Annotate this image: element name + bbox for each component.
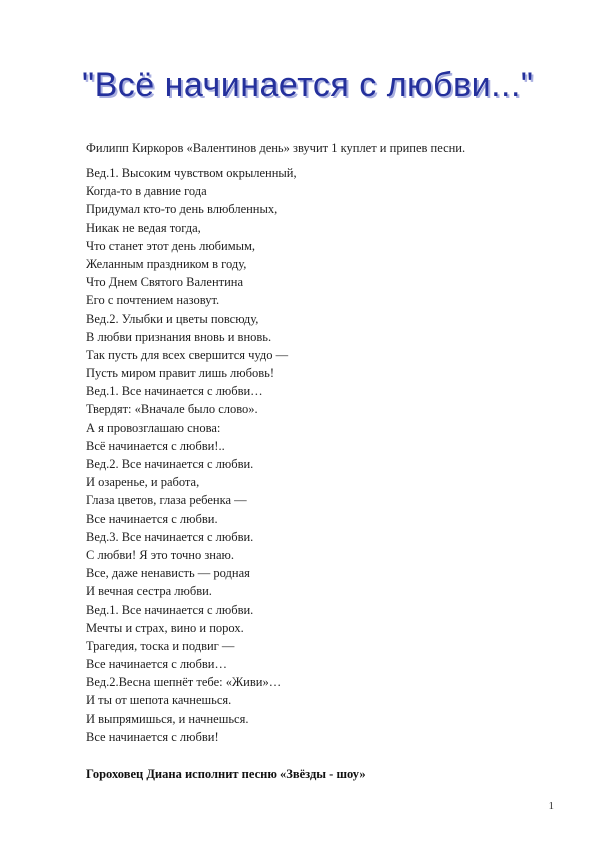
poem-line: Вед.1. Высоким чувством окрыленный, xyxy=(86,166,297,180)
poem-line: Вед.2. Улыбки и цветы повсюду, xyxy=(86,311,259,326)
poem-line: В любви признания вновь и вновь. xyxy=(86,329,272,344)
poem-line: Вед.2. Все начинается с любви. xyxy=(86,457,254,471)
poem-line: Все, даже ненависть — родная xyxy=(86,566,250,581)
poem-line: Придумал кто-то день влюбленных, xyxy=(86,202,278,217)
poem-line: Глаза цветов, глаза ребенка — xyxy=(86,493,247,508)
poem-lines xyxy=(86,164,297,746)
poem-line: С любви! Я это точно знаю. xyxy=(86,547,234,562)
poem-line: И ты от шепота качнешься. xyxy=(86,693,232,708)
poem-line: Пусть миром правит лишь любовь! xyxy=(86,366,275,381)
poem-line: Вед.3. Все начинается с любви. xyxy=(86,529,254,544)
poem-line: Вед.2.Весна шепнёт тебе: «Живи»… xyxy=(86,675,282,690)
poem-line: Все начинается с любви! xyxy=(86,729,219,744)
poem-line: Его с почтением назовут. xyxy=(86,293,220,308)
poem-line: Желанным праздником в году, xyxy=(86,256,247,271)
poem-line: И выпрямишься, и начнешься. xyxy=(86,711,249,726)
poem-line: Когда-то в давние года xyxy=(86,184,207,199)
poem-line: А я провозглашаю снова: xyxy=(86,420,221,435)
poem-line: И вечная сестра любви. xyxy=(86,584,212,599)
page-number: 1 xyxy=(548,800,554,812)
intro-line: Филипп Киркоров «Валентинов день» звучит 1 куплет и припев песни. xyxy=(86,141,466,155)
poem-line: Вед.1. Все начинается с любви… xyxy=(86,384,263,399)
poem-line: И озаренье, и работа, xyxy=(86,475,200,490)
poem-line: Так пусть для всех свершится чудо — xyxy=(86,347,289,362)
poem-line: Всё начинается с любви!.. xyxy=(86,438,225,453)
poem-line: Все начинается с любви. xyxy=(86,511,218,526)
poem-line: Твердят: «Вначале было слово». xyxy=(86,402,258,417)
poem-line: Что Днем Святого Валентина xyxy=(86,275,244,290)
poem-line: Трагедия, тоска и подвиг — xyxy=(86,638,235,653)
document-title: "Всё начинается с любви..." xyxy=(82,66,534,104)
poem-line: Вед.1. Все начинается с любви. xyxy=(86,602,254,617)
poem-line: Мечты и страх, вино и порох. xyxy=(86,620,244,635)
poem-line: Все начинается с любви… xyxy=(86,657,227,672)
closing-announcement: Гороховец Диана исполнит песню «Звёзды - шоу» xyxy=(86,767,366,781)
poem-line: Никак не ведая тогда, xyxy=(86,220,201,235)
poem-line: Что станет этот день любимым, xyxy=(86,238,256,253)
